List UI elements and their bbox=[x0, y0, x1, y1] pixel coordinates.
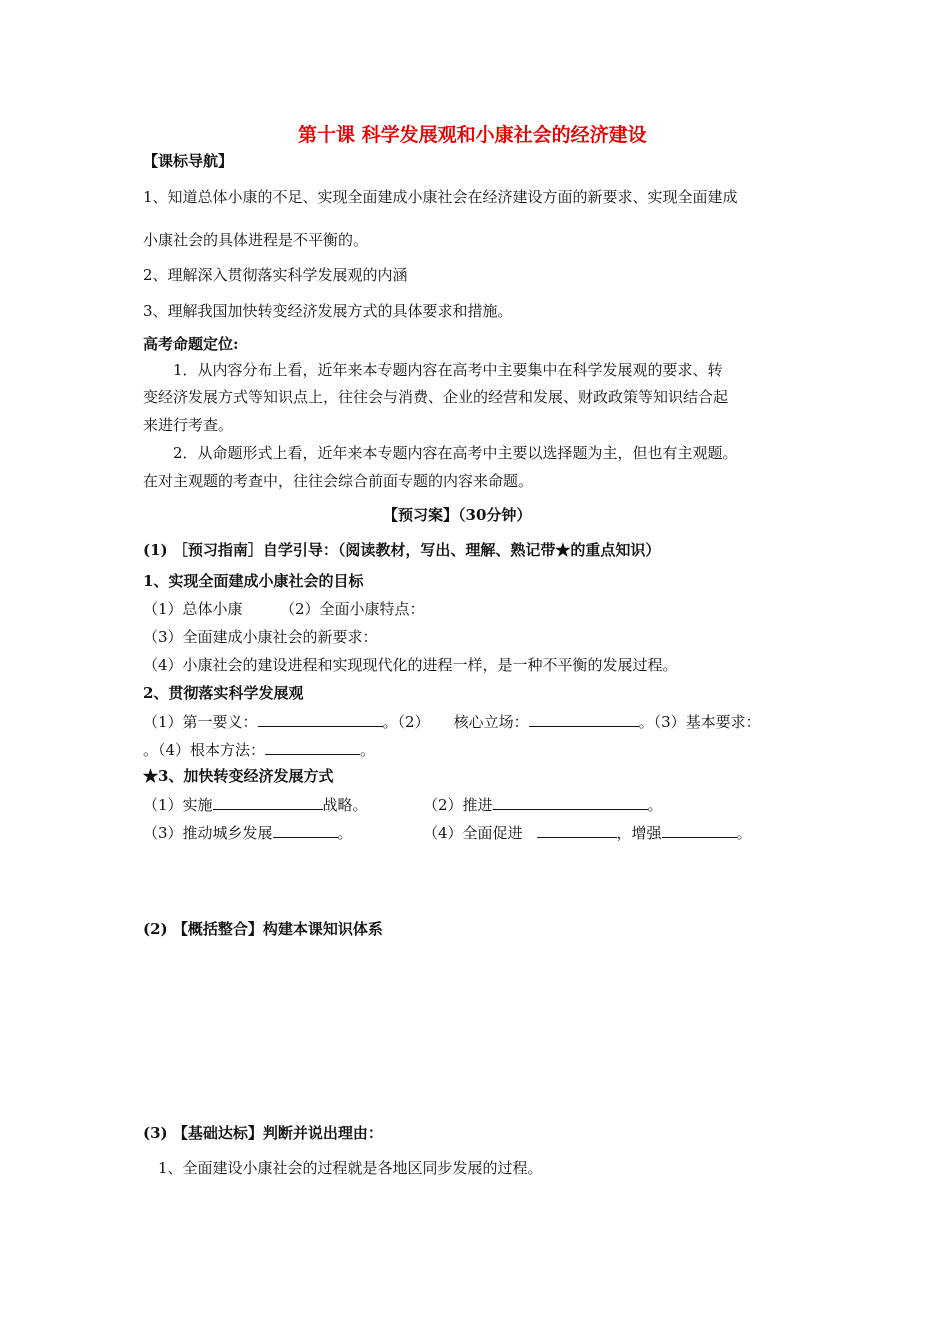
section-2-line-2 bbox=[143, 740, 375, 760]
fill-in-blank[interactable] bbox=[662, 823, 737, 838]
fill-in-blank[interactable] bbox=[258, 712, 383, 727]
section-2-item-b-end: 。（3）基本要求： bbox=[638, 713, 761, 731]
gaokao-paragraph-1-line-2: 变经济发展方式等知识点上，往往会与消费、企业的经营和发展、财政政策等知识结合起 bbox=[143, 388, 729, 406]
section-3-item-b bbox=[423, 795, 663, 815]
gaokao-paragraph-2-line-1: 2．从命题形式上看，近年来本专题内容在高考中主要以选择题为主，但也有主观题。 bbox=[173, 444, 738, 462]
fill-in-blank[interactable] bbox=[213, 795, 323, 810]
section-2-item-b-label: 核心立场： bbox=[453, 713, 529, 731]
yuxi-guide: (1) ［预习指南］自学引导：（阅读教材，写出、理解、熟记带★的重点知识） bbox=[143, 541, 661, 559]
kebiao-item-1-line-1: 1、知道总体小康的不足、实现全面建成小康社会在经济建设方面的新要求、实现全面建成 bbox=[143, 188, 738, 206]
section-3-item-c-end: 。 bbox=[337, 824, 353, 842]
yuxi-heading: 【预习案】（30分钟） bbox=[383, 506, 532, 524]
kebiao-heading: 【课标导航】 bbox=[143, 152, 234, 170]
section-3-item-b-label: （2）推进 bbox=[423, 796, 493, 814]
jichu-heading: (3) 【基础达标】判断并说出理由： bbox=[143, 1124, 383, 1142]
section-1-item-d: （4）小康社会的建设进程和实现现代化的进程一样，是一种不平衡的发展过程。 bbox=[143, 656, 678, 674]
section-3-item-d-label: （4）全面促进 bbox=[423, 824, 523, 842]
kebiao-item-3: 3、理解我国加快转变经济发展方式的具体要求和措施。 bbox=[143, 302, 513, 320]
section-3-item-a-label: （1）实施 bbox=[143, 796, 213, 814]
section-2-line-1 bbox=[143, 712, 761, 732]
kebiao-item-2: 2、理解深入贯彻落实科学发展观的内涵 bbox=[143, 266, 408, 284]
section-2-item-d-end: 。 bbox=[360, 741, 376, 759]
gaokao-paragraph-1-line-1: 1．从内容分布上看，近年来本专题内容在高考中主要集中在科学发展观的要求、转 bbox=[173, 361, 723, 379]
section-1-item-c: （3）全面建成小康社会的新要求： bbox=[143, 628, 378, 646]
section-2-item-a-end: 。（2） bbox=[382, 713, 430, 731]
section-1-item-a: （1）总体小康 bbox=[143, 600, 243, 618]
fill-in-blank[interactable] bbox=[493, 795, 648, 810]
section-1-heading: 1、实现全面建成小康社会的目标 bbox=[143, 572, 364, 590]
gaokao-paragraph-2-line-2: 在对主观题的考查中，往往会综合前面专题的内容来命题。 bbox=[143, 472, 534, 490]
section-1-item-b: （2）全面小康特点： bbox=[280, 600, 425, 618]
section-3-item-d-end: 。 bbox=[736, 824, 752, 842]
fill-in-blank[interactable] bbox=[273, 823, 338, 838]
section-3-item-b-end: 。 bbox=[647, 796, 663, 814]
section-3-item-a-end: 战略。 bbox=[322, 796, 368, 814]
page-title: 第十课 科学发展观和小康社会的经济建设 bbox=[298, 124, 647, 146]
gaikuo-heading: (2) 【概括整合】构建本课知识体系 bbox=[143, 920, 383, 938]
section-3-item-c-label: （3）推动城乡发展 bbox=[143, 824, 273, 842]
gaokao-paragraph-1-line-3: 来进行考查。 bbox=[143, 416, 234, 434]
section-3-item-d-mid: ，增强 bbox=[616, 824, 662, 842]
jichu-question-1: 1、全面建设小康社会的过程就是各地区同步发展的过程。 bbox=[158, 1159, 543, 1177]
section-3-item-a bbox=[143, 795, 368, 815]
section-2-item-a-label: （1）第一要义： bbox=[143, 713, 258, 731]
fill-in-blank[interactable] bbox=[537, 823, 617, 838]
section-3-heading: ★3、加快转变经济发展方式 bbox=[143, 767, 334, 785]
kebiao-item-1-line-2: 小康社会的具体进程是不平衡的。 bbox=[143, 231, 369, 249]
gaokao-heading: 高考命题定位: bbox=[143, 335, 239, 353]
fill-in-blank[interactable] bbox=[265, 740, 360, 755]
section-2-item-c-end: 。（4）根本方法： bbox=[143, 741, 266, 759]
section-3-item-d bbox=[423, 823, 752, 843]
section-3-item-c bbox=[143, 823, 353, 843]
section-2-heading: 2、贯彻落实科学发展观 bbox=[143, 684, 304, 702]
fill-in-blank[interactable] bbox=[529, 712, 639, 727]
